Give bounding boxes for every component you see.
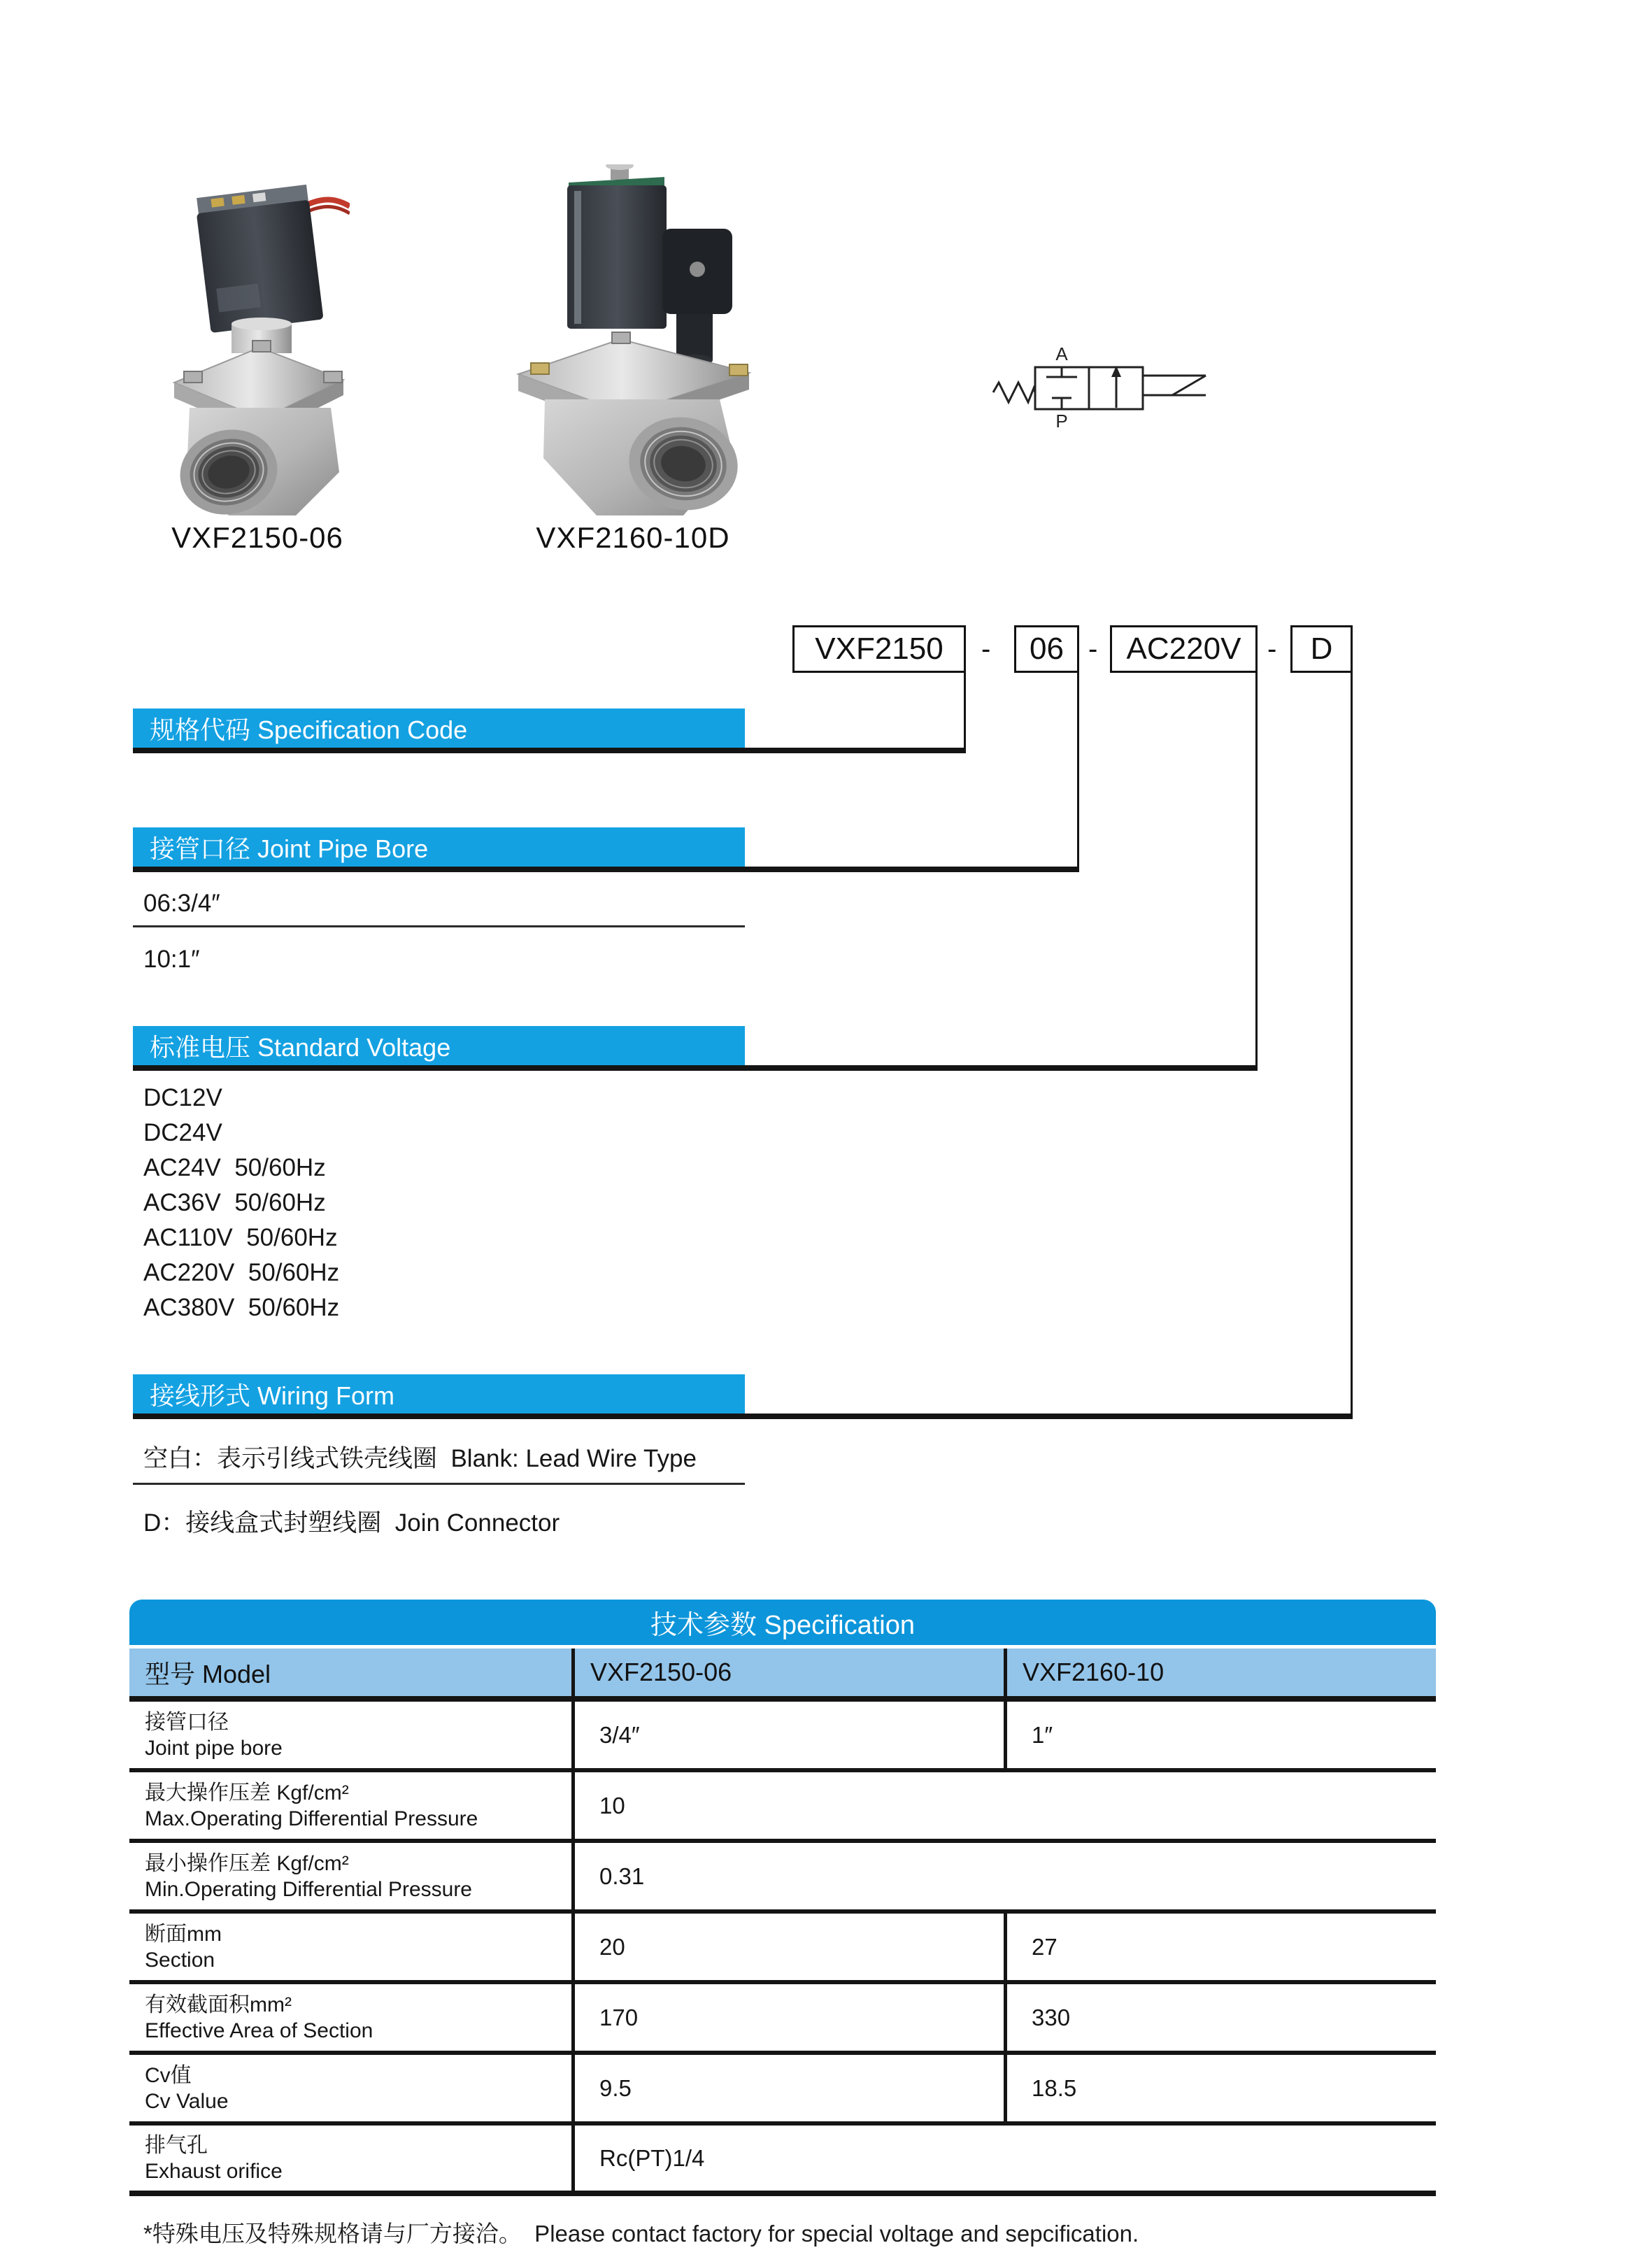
row-label-en: Cv Value	[145, 2089, 229, 2113]
row-label-en: Exhaust orifice	[145, 2159, 283, 2183]
connector-line-spec-code	[964, 671, 966, 753]
table-row-cv-value	[129, 2055, 1436, 2126]
table-row-max-pressure	[129, 1772, 1436, 1843]
table-row-section	[129, 1914, 1436, 1984]
section-underline	[133, 1414, 1353, 1419]
row-value-col1: 3/4″	[575, 1702, 1007, 1768]
table-row-exhaust-orifice	[129, 2126, 1436, 2196]
valve-photo-vxf2160	[507, 164, 759, 521]
row-value-span: 0.31	[599, 1863, 645, 1889]
connector-line-wiring	[1351, 671, 1353, 1419]
connector-line-voltage	[1255, 671, 1258, 1071]
row-label-zh: 最小操作压差 Kgf/cm²	[145, 1851, 349, 1875]
row-label-en: Max.Operating Differential Pressure	[145, 1807, 478, 1830]
wiring-option: D：接线盒式封塑线圈 Join Connector	[143, 1509, 560, 1537]
row-label-zh: 最大操作压差 Kgf/cm²	[145, 1781, 349, 1804]
model-code-dash: -	[981, 633, 991, 664]
model-code-bore: 06	[1014, 625, 1079, 673]
wiring-option: 空白：表示引线式铁壳线圈 Blank: Lead Wire Type	[143, 1445, 697, 1472]
table-row-effective-area	[129, 1984, 1436, 2055]
spring-symbol	[993, 383, 1035, 402]
row-value-col1: 9.5	[575, 2055, 1007, 2121]
section-header-voltage: 标准电压 Standard Voltage	[133, 1026, 745, 1065]
row-value-col2: 18.5	[1032, 2074, 1077, 2101]
coil-block	[567, 177, 667, 329]
section-underline	[133, 867, 1079, 872]
row-label-en: Joint pipe bore	[145, 1736, 283, 1760]
row-label-en: Min.Operating Differential Pressure	[145, 1877, 472, 1901]
row-label-zh: 接管口径	[145, 1710, 229, 1734]
model-code-series: VXF2150	[792, 625, 966, 673]
section-header-pipe-bore: 接管口径 Joint Pipe Bore	[133, 827, 745, 867]
row-label-en: Effective Area of Section	[145, 2019, 373, 2042]
model-code-voltage: AC220V	[1110, 625, 1258, 673]
din-connector	[662, 229, 732, 366]
section-header-spec-code: 规格代码 Specification Code	[133, 709, 745, 748]
row-label-en: Section	[145, 1948, 215, 1972]
voltage-option: DC12V	[143, 1084, 222, 1111]
row-value-col2: 330	[1032, 2004, 1071, 2030]
section-header-wiring: 接线形式 Wiring Form	[133, 1374, 745, 1414]
model-code-dash: -	[1088, 633, 1098, 664]
voltage-option: AC220V 50/60Hz	[143, 1259, 340, 1286]
section-underline	[133, 1065, 1258, 1071]
voltage-option: AC110V 50/60Hz	[143, 1224, 338, 1251]
option-divider	[133, 925, 745, 927]
row-value-col2: 27	[1032, 1933, 1058, 1960]
valve-photo-vxf2150	[164, 178, 350, 521]
table-row-min-pressure	[129, 1843, 1436, 1914]
spec-table-header-row	[129, 1649, 1436, 1702]
row-label-zh: 有效截面积mm²	[145, 1993, 292, 2016]
pipe-bore-option: 10:1″	[143, 946, 200, 973]
header-cell-col1: VXF2150-06	[575, 1649, 1007, 1696]
table-row-joint-pipe-bore	[129, 1702, 1436, 1772]
connector-line-pipe-bore	[1077, 671, 1079, 872]
row-label-zh: Cv值	[145, 2063, 192, 2087]
section-underline	[133, 748, 966, 753]
option-divider	[133, 1483, 745, 1485]
row-label-zh: 断面mm	[145, 1922, 222, 1946]
header-cell-model: 型号 Model	[129, 1649, 575, 1696]
product-label-vxf2150: VXF2150-06	[171, 521, 343, 554]
port-p-label: P	[1055, 411, 1068, 432]
spec-table-title: 技术参数 Specification	[129, 1600, 1436, 1645]
row-label-zh: 排气孔	[145, 2133, 208, 2157]
model-code-wiring: D	[1290, 625, 1353, 673]
header-cell-col2: VXF2160-10	[1023, 1658, 1165, 1686]
voltage-option: AC36V 50/60Hz	[143, 1189, 326, 1216]
row-value-span: 10	[599, 1792, 625, 1818]
voltage-option: AC24V 50/60Hz	[143, 1154, 326, 1181]
spec-table	[129, 1600, 1436, 2196]
table-footnote: *特殊电压及特殊规格请与厂方接洽。 Please contact factory for special voltage and sepcification.	[143, 2221, 1139, 2247]
voltage-option: AC380V 50/60Hz	[143, 1294, 340, 1321]
row-value-span: Rc(PT)1/4	[599, 2144, 705, 2171]
pipe-bore-option: 06:3/4″	[143, 890, 220, 917]
row-value-col1: 20	[575, 1914, 1007, 1980]
coil-block	[194, 185, 323, 333]
row-value-col2: 1″	[1032, 1721, 1053, 1748]
model-code-dash: -	[1267, 633, 1277, 664]
row-value-col1: 170	[575, 1984, 1007, 2051]
product-label-vxf2160: VXF2160-10D	[536, 521, 730, 554]
port-a-label: A	[1055, 343, 1068, 364]
voltage-option: DC24V	[143, 1119, 222, 1146]
valve-schematic	[988, 332, 1211, 451]
